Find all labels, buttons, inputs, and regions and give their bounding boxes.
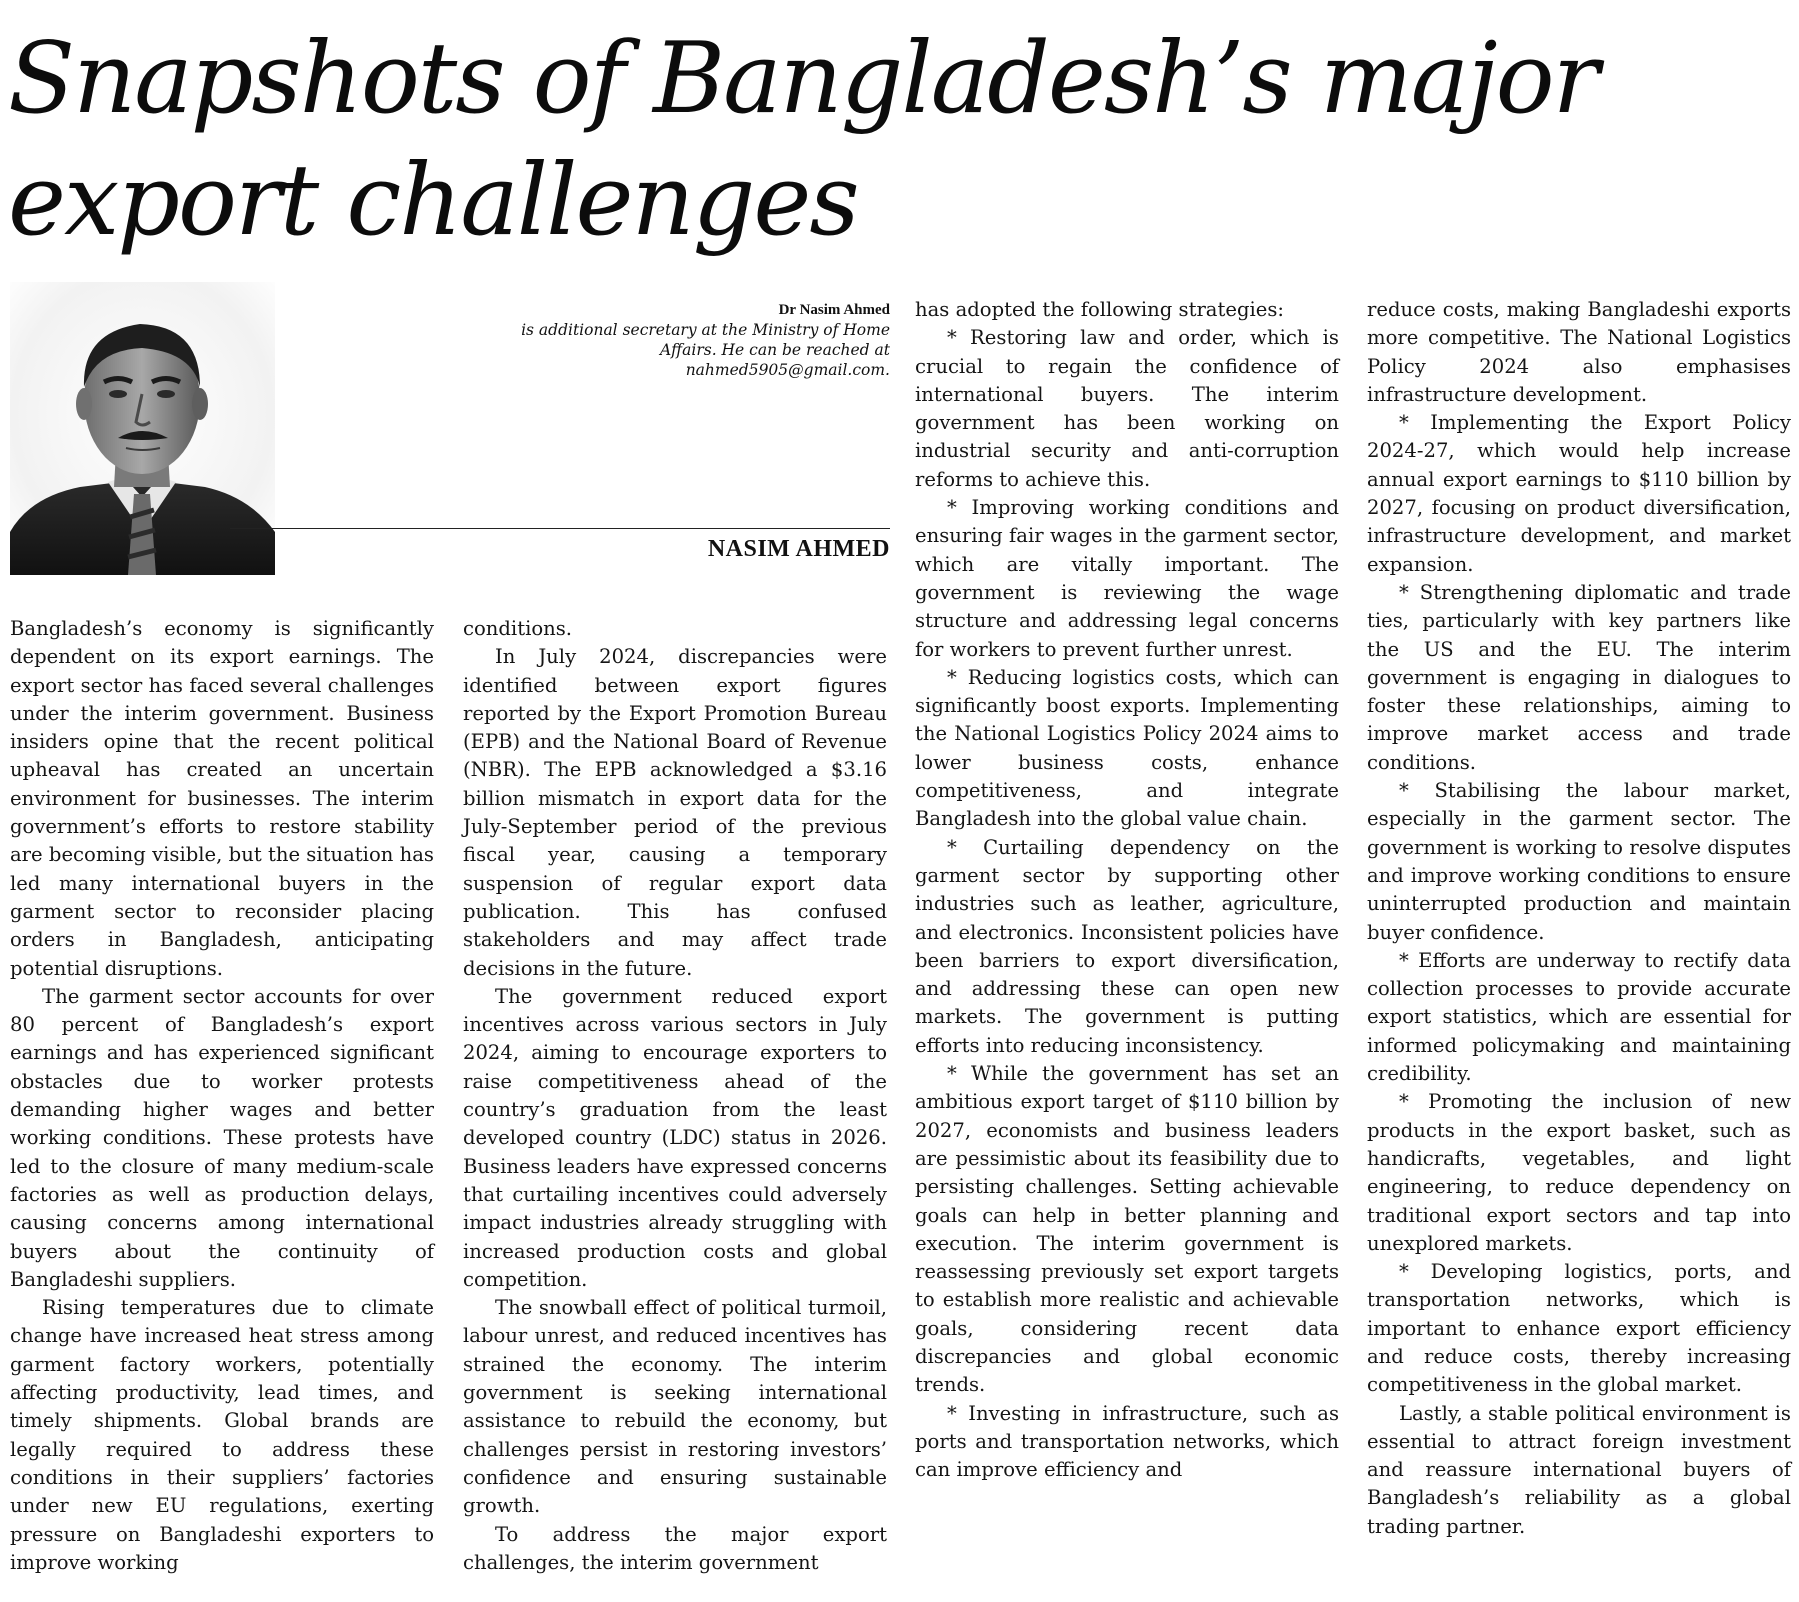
paragraph: conditions. (463, 617, 573, 640)
byline-description: is additional secretary at the Ministry of Home Affairs. He can be reached at nahmed5905@gmail.com. (521, 321, 890, 379)
article-column-3 (915, 296, 1339, 1484)
paragraph: * Reducing logistics costs, which can significantly boost exports. Implementing the National Logistics Policy 2024 aims to lower business costs, enhance competitiveness, and integrate Bangladesh into the global value chain. (915, 665, 1339, 831)
paragraph: In July 2024, discrepancies were identified between export figures reported by the Export Promotion Bureau (EPB) and the National Board of Revenue (NBR). The EPB acknowledged a $3.16 billion mismatch in export data for the July-September period of the previous fiscal year, causing a temporary suspension of regular export data publication. This has confused stakeholders and may affect trade decisions in the future. (463, 645, 887, 980)
paragraph: * Stabilising the labour market, especially in the garment sector. The government is working to resolve disputes and improve working conditions to ensure uninterrupted production and maintain buyer confidence. (1367, 779, 1791, 944)
paragraph: * Implementing the Export Policy 2024-27, which would help increase annual export earnings to $110 billion by 2027, focusing on product diversification, infrastructure development, and market expansion. (1367, 411, 1791, 576)
paragraph: * Promoting the inclusion of new products in the export basket, such as handicrafts, vegetables, and light engineering, to reduce dependency on traditional export sectors and tap into unexplored markets. (1367, 1090, 1791, 1255)
author-divider (230, 528, 890, 529)
paragraph: The garment sector accounts for over 80 percent of Bangladesh’s export earnings and has experienced significant obstacles due to worker protests demanding higher wages and better working conditions. These protests have led to the closure of many medium-scale factories as well as production delays, causing concerns among international buyers about the continuity of Bangladeshi suppliers. (10, 984, 434, 1291)
byline-name: Dr Nasim Ahmed (778, 302, 890, 318)
article-column-2 (463, 615, 887, 1577)
paragraph: The snowball effect of political turmoil, labour unrest, and reduced incentives has strained the economy. The interim government is seeking international assistance to rebuild the economy, but challenges persist in restoring investors’ confidence and ensuring sustainable growth. (463, 1296, 887, 1518)
paragraph: The government reduced export incentives across various sectors in July 2024, aiming to encourage exporters to raise competitiveness ahead of the country’s graduation from the least developed country (LDC) status in 2026. Business leaders have expressed concerns that curtailing incentives could adversely impact industries already struggling with increased production costs and global competition. (463, 984, 887, 1291)
paragraph: * Strengthening diplomatic and trade ties, particularly with key partners like the US and the EU. The interim government is engaging in dialogues to foster these relationships, aiming to improve market access and trade conditions. (1367, 580, 1791, 774)
paragraph: * Developing logistics, ports, and transportation networks, which is important to enhance export efficiency and reduce costs, thereby increasing competitiveness in the global market. (1367, 1260, 1791, 1397)
article-column-1 (10, 615, 434, 1577)
paragraph: has adopted the following strategies: (915, 298, 1285, 321)
paragraph: Bangladesh’s economy is significantly dependent on its export earnings. The export sector has faced several challenges under the interim government. Business insiders opine that the recent political upheaval has created an uncertain environment for businesses. The interim government’s efforts to restore stability are becoming visible, but the situation has led many international buyers in the garment sector to reconsider placing orders in Bangladesh, anticipating potential disruptions. (10, 617, 434, 980)
paragraph: * Efforts are underway to rectify data collection processes to provide accurate export statistics, which are essential for informed policymaking and maintaining credibility. (1367, 948, 1791, 1086)
paragraph: * Investing in infrastructure, such as ports and transportation networks, which can improve efficiency and (915, 1401, 1339, 1482)
paragraph: Rising temperatures due to climate change have increased heat stress among garment factory workers, potentially affecting productivity, lead times, and timely shipments. Global brands are legally required to address these conditions in their suppliers’ factories under new EU regulations, exerting pressure on Bangladeshi exporters to improve working (10, 1296, 434, 1574)
article-headline: Snapshots of Bangladesh’s major export challenges (8, 22, 1598, 258)
paragraph: * Curtailing dependency on the garment sector by supporting other industries such as leather, agriculture, and electronics. Inconsistent policies have been barriers to export diversification, and addressing these can open new markets. The government is putting efforts into reducing inconsistency. (915, 835, 1339, 1057)
paragraph: * Improving working conditions and ensuring fair wages in the garment sector, which are vitally important. The government is reviewing the wage structure and addressing legal concerns for workers to prevent further unrest. (915, 496, 1339, 661)
article-column-4 (1367, 296, 1791, 1541)
paragraph: * While the government has set an ambitious export target of $110 billion by 2027, economists and business leaders are pessimistic about its feasibility due to persisting challenges. Setting achievable goals can help in better planning and execution. The interim government is reassessing previously set export targets to establish more realistic and achievable goals, considering recent data discrepancies and global economic trends. (915, 1062, 1339, 1397)
author-byline (520, 300, 890, 380)
paragraph: To address the major export challenges, the interim government (463, 1522, 887, 1574)
paragraph: * Restoring law and order, which is crucial to regain the confidence of international buyers. The interim government has been working on industrial security and anti-corruption reforms to achieve this. (915, 326, 1339, 491)
paragraph: Lastly, a stable political environment is essential to attract foreign investment and reassure international buyers of Bangladesh’s reliability as a global trading partner. (1367, 1401, 1791, 1538)
author-label: NASIM AHMED (707, 536, 890, 562)
paragraph: reduce costs, making Bangladeshi exports more competitive. The National Logistics Policy 2024 also emphasises infrastructure development. (1367, 298, 1791, 406)
author-photo (10, 282, 275, 575)
